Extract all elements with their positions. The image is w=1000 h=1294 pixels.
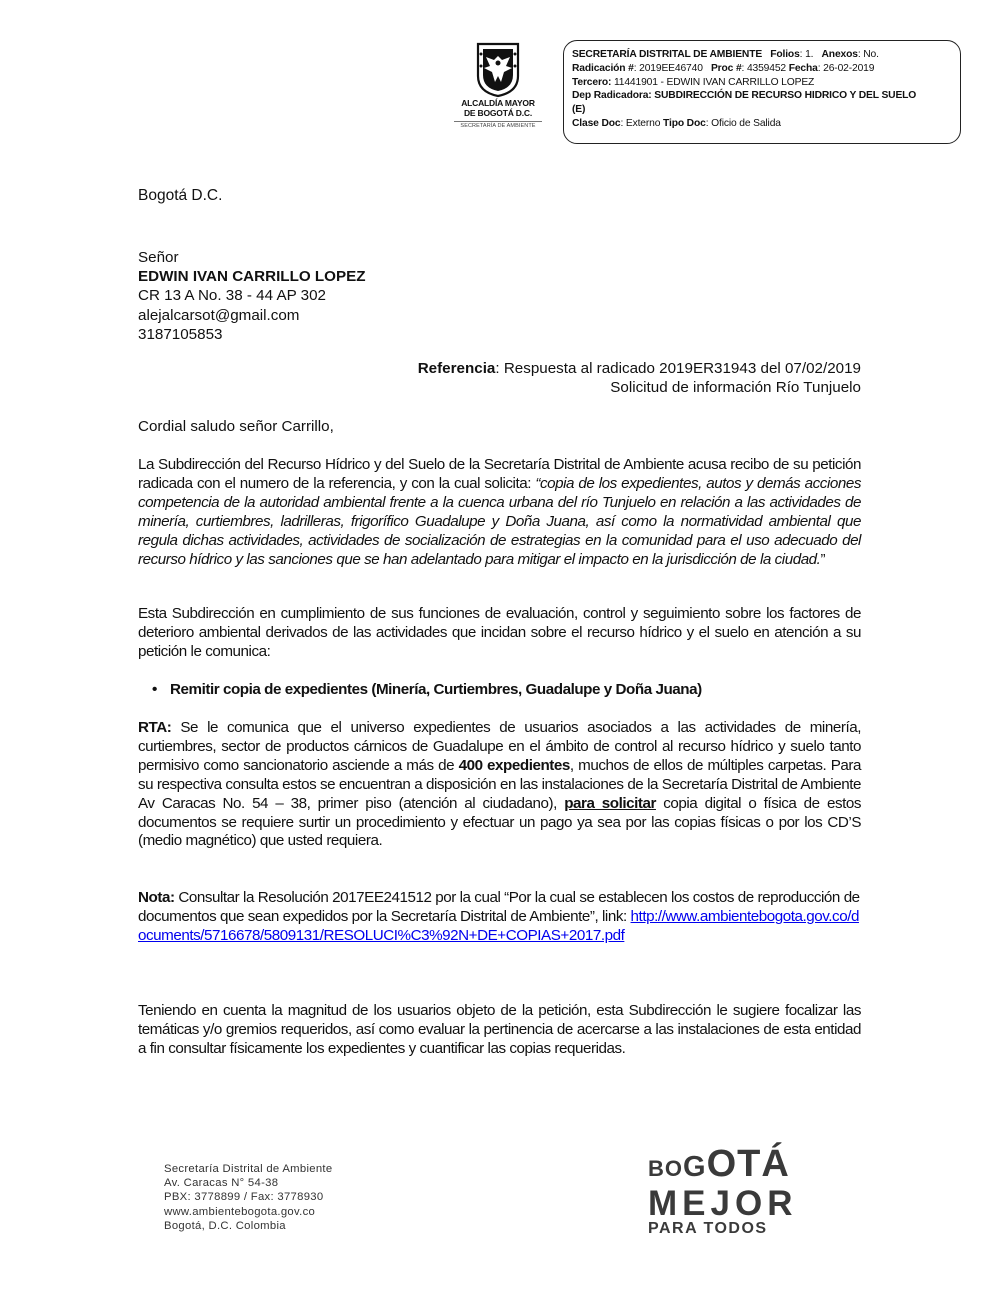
brand-ota: OTÁ — [706, 1143, 790, 1185]
stamp-row-dependencia — [572, 89, 950, 103]
footer-entity: Secretaría Distrital de Ambiente — [164, 1163, 333, 1175]
reference-label: Referencia — [417, 360, 496, 377]
brand-g: G — [683, 1151, 707, 1183]
response-text-1: Se le comunica que el universo expedientes de usuarios asociados a las actividades de minería, curtiembres, sector de productos cárnicos de Guadalupe en el ámbito de control al recurso hídrico y suelo tanto permisivo como sancionatorio asciende a más de — [138, 719, 861, 774]
logo-divider — [454, 121, 542, 122]
logo-subtitle: SECRETARÍA DE AMBIENTE — [460, 123, 536, 129]
logo-title-line1: ALCALDÍA MAYOR — [461, 98, 535, 108]
stamp-row-clase — [572, 117, 950, 131]
paragraph-functions: Esta Subdirección en cumplimiento de sus funciones de evaluación, control y seguimiento sobre los factores de deterioro ambiental derivados de las actividades que incidan sobre el recurso hídrico y el suelo en atención a su petición le comunica: — [138, 605, 861, 660]
resolution-link[interactable]: http://www.ambientebogota.gov.co/documents/5716678/5809131/RESOLUCI%C3%92N+DE+COPIAS+2017.pdf — [138, 907, 859, 944]
alcaldia-logo — [450, 42, 546, 129]
recipient-block — [138, 248, 861, 344]
request-quote-end: ” — [820, 550, 826, 568]
paragraph-suggestion: Teniendo en cuenta la magnitud de los usuarios objeto de la petición, esta Subdirección le sugiere focalizar las temáticas y/o gremios requeridos, así como evaluar la pertinencia de acercarse a las instalaciones de esta entidad a fin consultar físicamente los expedientes y cuantificar las copias requeridas. — [138, 1002, 861, 1057]
bullet-icon: • — [152, 681, 157, 698]
recipient-salutation: Señor — [138, 249, 179, 266]
stamp-row-tercero — [572, 76, 950, 90]
filing-stamp — [563, 40, 961, 144]
footer-website: www.ambientebogota.gov.co — [164, 1205, 316, 1218]
stamp-anexos-label: Anexos — [821, 49, 858, 60]
coat-of-arms-icon — [476, 42, 520, 98]
stamp-clase-value: : Externo — [620, 117, 664, 129]
reference-block — [138, 360, 861, 398]
stamp-fecha-label: Fecha — [788, 62, 818, 74]
stamp-entity: SECRETARÍA DISTRITAL DE AMBIENTE — [572, 49, 763, 60]
paragraph-response — [138, 719, 861, 851]
stamp-fecha-value: : 26-02-2019 — [817, 62, 875, 74]
footer-street: Av. Caracas N° 54-38 — [164, 1177, 279, 1190]
response-text-2: , muchos de ellos de múltiples carpetas. Para su respectiva consulta estos se encuentran a disposición en las instalaciones de la Secretaría Distrital de Ambiente Av Caracas No. 54 – 38, primer piso (atención al ciudadano), — [138, 756, 861, 812]
footer-phone: PBX: 3778899 / Fax: 3778930 — [164, 1191, 324, 1204]
brand-line1 — [648, 1145, 843, 1188]
stamp-proc-label: Proc # — [710, 62, 742, 74]
reference-line2: Solicitud de información Río Tunjuelo — [610, 378, 861, 396]
response-count: 400 expedientes — [458, 756, 570, 774]
stamp-folios-value: : 1. — [799, 49, 814, 60]
stamp-tercero-label: Tercero: — [572, 76, 612, 88]
stamp-tercero-value: 11441901 - EDWIN IVAN CARRILLO LOPEZ — [611, 76, 815, 88]
stamp-row-radicacion — [572, 62, 950, 76]
stamp-dependencia: Dep Radicadora: SUBDIRECCIÓN DE RECURSO HIDRICO Y DEL SUELO — [572, 90, 917, 102]
request-quote: “copia de los expedientes, autos y demás acciones competencia de la autoridad ambiental frente a la cuenca urbana del río Tunjuelo en relación a las actividades de minería, curtiembres, ladrilleras, frigorífico Guadalupe y Doña Juana, así como la normatividad ambiental que regula dichas actividades, actividades de socialización de estrategias en la comunidad para el uso adecuado del recurso hídrico y las sanciones que se han adelantado para mitigar el impacto en la jurisdicción de la ciudad. — [138, 474, 861, 568]
paragraph-note — [138, 889, 861, 946]
stamp-tipo-label: Tipo Doc — [663, 117, 706, 129]
logo-title-line2: DE BOGOTÁ D.C. — [463, 108, 533, 118]
stamp-radicacion-value: : 2019EE46740 — [633, 62, 703, 74]
paragraph-request-text: La Subdirección del Recurso Hídrico y del Suelo de la Secretaría Distrital de Ambiente acusa recibo de su petición radicada con el numero de la referencia, y con la cual solicita: — [138, 456, 861, 492]
response-label: RTA: — [138, 719, 172, 736]
stamp-tipo-value: : Oficio de Salida — [705, 117, 781, 129]
bullet-text: Remitir copia de expedientes (Minería, Curtiembres, Guadalupe y Doña Juana) — [170, 681, 702, 698]
stamp-radicacion-label: Radicación # — [572, 62, 634, 74]
response-underlined: para solicitar — [564, 794, 656, 812]
bogota-mejor-logo — [648, 1145, 843, 1238]
stamp-dependencia-cont: (E) — [572, 104, 586, 116]
recipient-phone: 3187105853 — [138, 325, 223, 343]
reference-line1 — [138, 360, 861, 379]
footer-city: Bogotá, D.C. Colombia — [164, 1219, 286, 1232]
greeting: Cordial saludo señor Carrillo, — [138, 418, 334, 435]
paragraph-request — [138, 456, 861, 569]
brand-bo: BO — [648, 1156, 683, 1181]
brand-line3: PARA TODOS — [648, 1220, 768, 1237]
stamp-row-entity — [572, 48, 950, 62]
letter-city: Bogotá D.C. — [138, 187, 223, 204]
recipient-address: CR 13 A No. 38 - 44 AP 302 — [138, 287, 327, 305]
recipient-name: EDWIN IVAN CARRILLO LOPEZ — [138, 268, 366, 286]
recipient-email: alejalcarsot@gmail.com — [138, 306, 300, 324]
bullet-item — [152, 681, 852, 700]
note-label: Nota: — [138, 889, 175, 906]
stamp-row-dependencia-cont — [572, 103, 950, 117]
brand-line2: MEJOR — [648, 1184, 798, 1223]
stamp-clase-label: Clase Doc — [572, 117, 621, 129]
response-text-3: copia digital o física de estos documentos se requiere surtir un procedimiento y efectuar un pago ya sea por las copias físicas o por los CD’S (medio magnético) que usted requiera. — [138, 794, 862, 850]
stamp-proc-value: : 4359452 — [741, 62, 786, 74]
stamp-folios-label: Folios — [770, 49, 800, 60]
note-text: Consultar la Resolución 2017EE241512 por la cual “Por la cual se establecen los costos de reproducción de documentos que sean expedidos por la Secretaría Distrital de Ambiente”, link: — [138, 889, 860, 925]
reference-text: : Respuesta al radicado 2019ER31943 del 07/02/2019 — [495, 360, 861, 377]
footer-address — [164, 1162, 332, 1233]
stamp-anexos-value: : No. — [857, 49, 879, 60]
